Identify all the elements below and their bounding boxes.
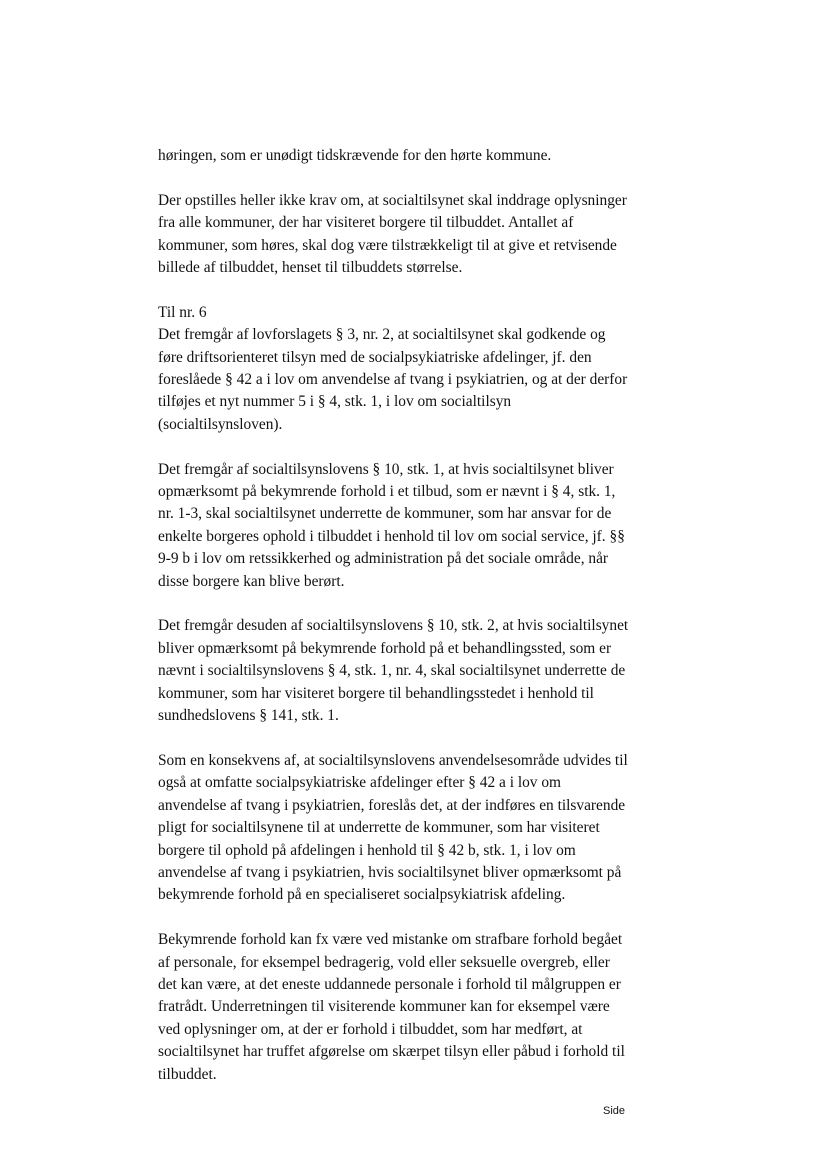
text-line: Det fremgår desuden af socialtilsynslovens § 10, stk. 2, at hvis socialtilsynet: [158, 617, 629, 635]
text-line: Det fremgår af lovforslagets § 3, nr. 2, at socialtilsynet skal godkende og: [158, 326, 606, 344]
text-line: Til nr. 6: [158, 303, 207, 321]
text-line: foreslåede § 42 a i lov om anvendelse af tvang i psykiatrien, og at der derfor: [158, 371, 628, 389]
text-line: føre driftsorienteret tilsyn med de socialpsykiatriske afdelinger, jf. den: [158, 348, 592, 366]
text-line: det kan være, at det eneste uddannede personale i forhold til målgruppen er: [158, 975, 621, 993]
text-line: ved oplysninger om, at der er forhold i tilbuddet, som har medført, at: [158, 1020, 583, 1038]
text-line: fra alle kommuner, der har visiteret borgere til tilbuddet. Antallet af: [158, 214, 574, 232]
text-line: også at omfatte socialpsykiatriske afdelinger efter § 42 a i lov om: [158, 774, 562, 792]
text-line: pligt for socialtilsynene til at underrette de kommuner, som har visiteret: [158, 819, 600, 837]
text-line: nr. 1-3, skal socialtilsynet underrette de kommuner, som har ansvar for de: [158, 505, 612, 523]
text-line: (socialtilsynsloven).: [158, 415, 283, 433]
text-line: enkelte borgeres ophold i tilbuddet i henhold til lov om social service, jf. §§: [158, 527, 625, 545]
document-body: [158, 145, 678, 1086]
page-footer: Side: [603, 1105, 626, 1117]
text-line: Det fremgår af socialtilsynslovens § 10, stk. 1, at hvis socialtilsynet bliver: [158, 460, 614, 478]
text-line: sundhedslovens § 141, stk. 1.: [158, 707, 339, 725]
text-line: høringen, som er unødigt tidskrævende for den hørte kommune.: [158, 147, 552, 164]
paragraph-gap: [158, 436, 678, 458]
text-line: Der opstilles heller ikke krav om, at socialtilsynet skal inddrage oplysninger: [158, 191, 627, 209]
text-line: nævnt i socialtilsynslovens § 4, stk. 1, nr. 4, skal socialtilsynet underrette de: [158, 662, 626, 680]
text-line: anvendelse af tvang i psykiatrien, foreslås det, at der indføres en tilsvarende: [158, 796, 626, 814]
text-line: tilbuddet.: [158, 1065, 217, 1083]
text-line: socialtilsynet har truffet afgørelse om skærpet tilsyn eller påbud i forhold til: [158, 1043, 625, 1061]
paragraph-gap: [158, 279, 678, 301]
text-line: anvendelse af tvang i psykiatrien, hvis socialtilsynet bliver opmærksomt på: [158, 863, 622, 881]
text-line: kommuner, som høres, skal dog være tilstrækkeligt til at give et retvisende: [158, 236, 617, 254]
text-line: billede af tilbuddet, henset til tilbuddets størrelse.: [158, 259, 463, 277]
text-line: Som en konsekvens af, at socialtilsynslovens anvendelsesområde udvides til: [158, 751, 628, 769]
text-line: bliver opmærksomt på bekymrende forhold på et behandlingssted, som er: [158, 639, 612, 657]
text-line: borgere til ophold på afdelingen i henhold til § 42 b, stk. 1, i lov om: [158, 841, 576, 859]
text-line: Bekymrende forhold kan fx være ved mistanke om strafbare forhold begået: [158, 931, 623, 949]
paragraph-gap: [158, 167, 678, 189]
text-line: tilføjes et nyt nummer 5 i § 4, stk. 1, i lov om socialtilsyn: [158, 393, 512, 411]
paragraph-gap: [158, 728, 678, 750]
text-line: disse borgere kan blive berørt.: [158, 572, 345, 590]
text-line: bekymrende forhold på en specialiseret socialpsykiatrisk afdeling.: [158, 886, 566, 904]
text-line: fratrådt. Underretningen til visiterende kommuner kan for eksempel være: [158, 998, 610, 1016]
paragraph-gap: [158, 593, 678, 615]
text-line: kommuner, som har visiteret borgere til behandlingsstedet i henhold til: [158, 684, 594, 702]
text-line: af personale, for eksempel bedragerig, vold eller seksuelle overgreb, eller: [158, 953, 610, 971]
text-line: 9-9 b i lov om retssikkerhed og administration på det sociale område, når: [158, 550, 609, 568]
paragraph-gap: [158, 907, 678, 929]
text-line: opmærksomt på bekymrende forhold i et tilbud, som er nævnt i § 4, stk. 1,: [158, 483, 616, 501]
